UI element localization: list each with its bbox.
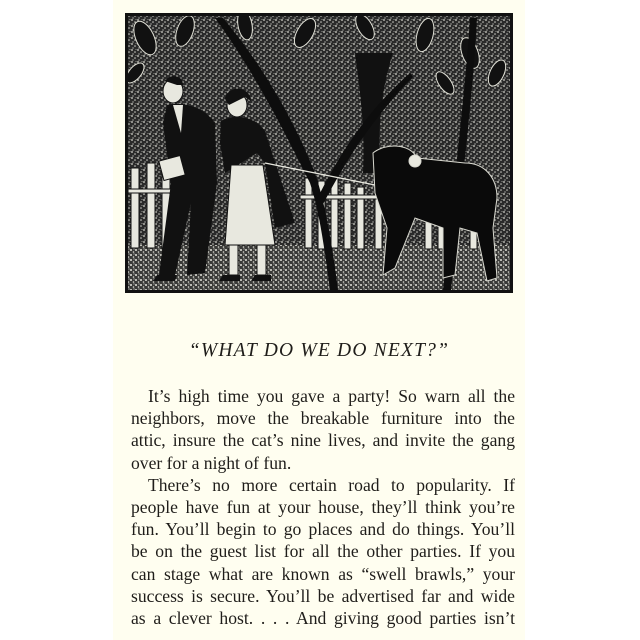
text-line: as a clever host. . . . And giving good parties isn’t bbox=[131, 608, 515, 629]
illustration-caption: “WHAT DO WE DO NEXT?” bbox=[188, 340, 450, 361]
body-text bbox=[131, 385, 515, 629]
book-page bbox=[113, 0, 525, 640]
text-line: attic, insure the cat’s nine lives, and invite the gang bbox=[131, 430, 515, 451]
text-line: neighbors, move the breakable furniture into the bbox=[131, 408, 515, 429]
paragraph-1 bbox=[131, 385, 515, 474]
text-line: It’s high time you gave a party! So warn all the bbox=[148, 386, 515, 406]
woodcut-illustration bbox=[125, 13, 513, 293]
paragraph-2 bbox=[131, 474, 515, 629]
text-line: people have fun at your house, they’ll think you’re bbox=[131, 497, 515, 518]
text-line: There’s no more certain road to popularity. If bbox=[148, 474, 515, 495]
text-line: over for a night of fun. bbox=[131, 452, 292, 473]
text-line: fun. You’ll begin to go places and do things. You’ll bbox=[131, 519, 515, 540]
woodcut-illustration-icon bbox=[125, 13, 513, 293]
text-line: success is secure. You’ll be advertised far and wide bbox=[131, 585, 515, 606]
text-line: can stage what are known as “swell brawls,” your bbox=[131, 563, 515, 584]
text-line: be on the guest list for all the other parties. If you bbox=[131, 541, 515, 562]
